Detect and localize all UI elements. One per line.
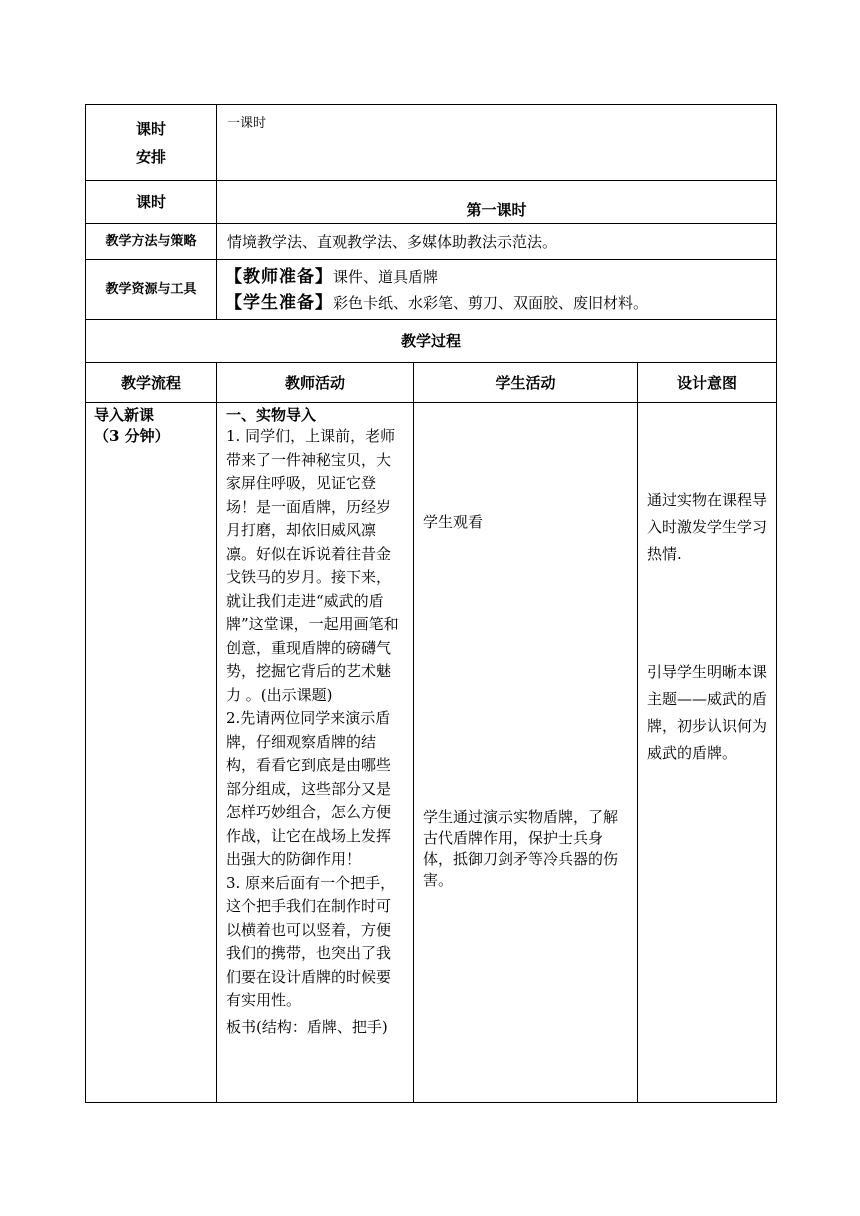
resources-label: 教学资源与工具 <box>86 260 217 320</box>
stage-duration: （3 分钟） <box>94 427 170 445</box>
lesson-value: 第一课时 <box>217 181 777 224</box>
process-title-row <box>86 320 777 363</box>
student-prep-text: 彩色卡纸、水彩笔、剪刀、双面胶、废旧材料。 <box>333 294 649 312</box>
lesson-row <box>86 181 777 224</box>
teacher-prep-tag: 【教师准备】 <box>225 267 333 287</box>
teacher-prep-line <box>225 264 776 290</box>
process-title: 教学过程 <box>86 320 777 363</box>
teacher-prep-text: 课件、道具盾牌 <box>333 268 439 286</box>
teacher-board-note: 板书(结构：盾牌、把手) <box>226 1017 388 1036</box>
student-activity-cell <box>414 403 638 1103</box>
teacher-activity-cell <box>217 403 414 1103</box>
schedule-label-line2: 安排 <box>135 147 166 166</box>
schedule-value-cell <box>217 105 777 181</box>
column-header-row <box>86 363 777 403</box>
methods-label: 教学方法与策略 <box>86 224 217 260</box>
student-prep-line <box>225 290 776 316</box>
schedule-label-line1: 课时 <box>135 119 166 138</box>
column-header-intent: 设计意图 <box>638 363 777 403</box>
resources-value <box>217 260 777 320</box>
schedule-label <box>86 105 217 181</box>
lesson-plan-table <box>85 104 777 1103</box>
teacher-paragraph-3: 3. 原来后面有一个把手，这个把手我们在制作时可以横着也可以竖着，方便我们的携带，也突出了我们要在设计盾牌的时候要有实用性。 <box>226 873 396 1009</box>
stage-cell <box>86 403 217 1103</box>
column-header-student: 学生活动 <box>414 363 638 403</box>
content-row <box>86 403 777 1103</box>
teacher-paragraph-1: 1. 同学们，上课前，老师带来了一件神秘宝贝，大家屏住呼吸，见证它登场！是一面盾牌，历经岁月打磨，却依旧威风凛凛。好似在诉说着往昔金戈铁马的岁月。接下来，就让我们走进“威武的盾牌”这堂课，一起用画笔和创意，重现盾牌的磅礴气势，挖掘它背后的艺术魅力 。(出示课题) <box>226 427 399 704</box>
column-header-teacher: 教师活动 <box>217 363 414 403</box>
methods-value: 情境教学法、直观教学法、多媒体助教法示范法。 <box>217 224 777 260</box>
teacher-paragraph-2: 2.先请两位同学来演示盾牌，仔细观察盾牌的结构，看看它到底是由哪些部分组成，这些部分又是怎样巧妙组合，怎么方便作战，让它在战场上发挥出强大的防御作用！ <box>226 709 392 868</box>
stage-name: 导入新课 <box>94 406 155 424</box>
intent-2: 引导学生明晰本课主题——威武的盾牌，初步认识何为威武的盾牌。 <box>647 663 768 762</box>
student-activity-2: 学生通过演示实物盾牌，了解古代盾牌作用，保护士兵身体，抵御刀剑矛等冷兵器的伤害。 <box>423 808 619 889</box>
column-header-flow: 教学流程 <box>86 363 217 403</box>
teacher-heading: 一、实物导入 <box>226 406 317 424</box>
resources-row <box>86 260 777 320</box>
student-activity-1: 学生观看 <box>423 513 484 531</box>
student-prep-tag: 【学生准备】 <box>225 293 333 313</box>
schedule-value: 一课时 <box>227 116 267 131</box>
schedule-row <box>86 105 777 181</box>
intent-cell <box>638 403 777 1103</box>
lesson-label: 课时 <box>86 181 217 224</box>
methods-row <box>86 224 777 260</box>
intent-1: 通过实物在课程导入时激发学生学习热情. <box>647 491 768 563</box>
